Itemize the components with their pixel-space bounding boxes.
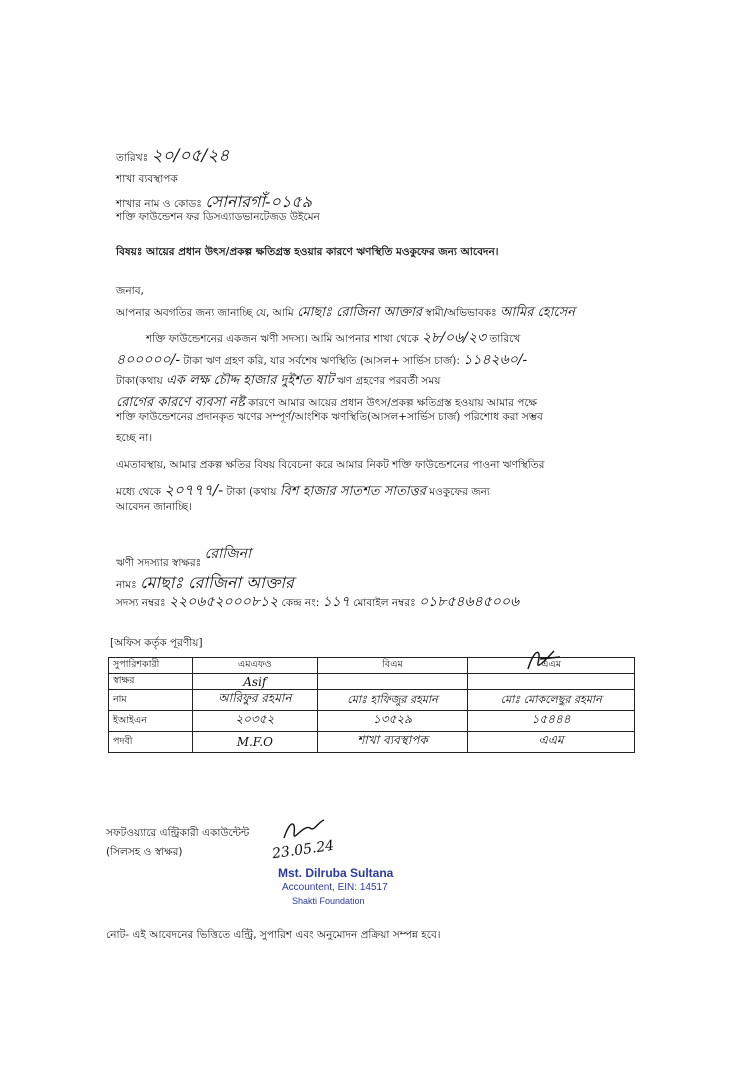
org-label: শক্তি ফাউন্ডেশন ফর ডিসএ্যাডভানটেজড উইমেন [116, 211, 320, 223]
mobile-value: ০১৮৫৪৬৪৫০০৬ [419, 594, 520, 610]
body-text: কারণে আমার আয়ের প্রধান উৎস/প্রকল্প ক্ষতিগ্রস্ত হওয়ায় আমার পক্ষে [248, 397, 538, 409]
office-cell: ২০৩৫২ [192, 711, 317, 732]
body-text: টাকা (কথায় [226, 486, 277, 498]
member-name-value: মোছাঃ রোজিনা আক্তার [140, 573, 294, 592]
office-row-name [109, 690, 635, 711]
mobile-label: মোবাইল নম্বরঃ [353, 597, 416, 609]
office-row-ein [109, 711, 635, 732]
office-cell [468, 674, 635, 690]
footer-note: নোট- এই আবেদনের ভিত্তিতে এন্ট্রি, সুপারিশ এবং অনুমোদন প্রক্রিয়া সম্পন্ন হবে। [106, 929, 441, 941]
accountant-label: সফটওয়্যারে এন্ট্রিকারী একাউন্টেন্ট [106, 827, 250, 839]
office-cell: এএম [468, 732, 635, 753]
date-label: তারিখঃ [116, 152, 149, 164]
accountant-seal-label: (সিলসহ ও স্বাক্ষর) [106, 846, 183, 858]
member-number-line [116, 590, 519, 614]
office-header-cell: এএম [468, 658, 635, 674]
office-cell: Asif [192, 674, 317, 690]
date-value: ২০/০৫/২৪ [151, 146, 230, 166]
body-line-1 [116, 303, 575, 324]
office-cell: শাখা ব্যবস্থাপক [317, 732, 467, 753]
office-row-label: স্বাক্ষর [109, 674, 193, 690]
reason-handwritten: রোগের কারণে ব্যবসা নষ্ট [116, 395, 245, 410]
waive-words-handwritten: বিশ হাজার সাতশত সাতাত্তর [279, 484, 426, 499]
branch-label: শাখার নাম ও কোডঃ [116, 198, 202, 210]
subject-line: বিষয়ঃ আয়ের প্রধান উৎস/প্রকল্প ক্ষতিগ্রস্ত হওয়ার কারণে ঋণস্থিতি মওকুফের জন্য আবেদন। [116, 246, 499, 258]
office-cell [317, 674, 467, 690]
body-text: টাকা(কথায় [116, 375, 163, 387]
body-p2-line-1: এমতাবস্থায়, আমার প্রকল্প ক্ষতির বিষয় বিবেচনা করে আমার নিকট শক্তি ফাউন্ডেশনের পাওনা ঋণস্থিতির [116, 459, 545, 471]
member-sign-label: ঋণী সদস্যার স্বাক্ষরঃ [116, 557, 202, 569]
balance-handwritten: ১১৪২৬০/- [463, 352, 528, 368]
stamp-org: Shakti Foundation [292, 896, 365, 904]
body-text: তারিখে [489, 333, 521, 345]
manager-label: শাখা ব্যবস্থাপক [116, 173, 178, 185]
salutation: জনাব, [116, 285, 144, 297]
office-cell: মোঃ হাফিজুর রহমান [317, 690, 467, 711]
body-p2-line-3: আবেদন জানাচ্ছি। [116, 501, 192, 513]
stamp-name: Mst. Dilruba Sultana [278, 866, 394, 880]
loan-date-handwritten: ২৮/০৬/২৩ [422, 330, 487, 346]
body-line-2 [146, 326, 520, 350]
office-cell: আরিফুর রহমান [192, 690, 317, 711]
body-line-3 [116, 348, 527, 372]
member-name-label: নামঃ [116, 579, 137, 591]
body-line-4 [116, 371, 440, 392]
center-label: কেন্দ্র নং: [281, 597, 320, 609]
office-cell: M.F.O [192, 732, 317, 753]
body-text: শক্তি ফাউন্ডেশনের একজন ঋণী সদস্য। আমি আপনার শাখা থেকে [146, 333, 419, 345]
center-value: ১১৭ [322, 594, 350, 610]
office-header-cell: সুপারিশকারী [109, 658, 193, 674]
body-text: স্বামী/অভিভাবকঃ [425, 307, 497, 319]
member-number-label: সদস্য নম্বরঃ [116, 597, 166, 609]
member-number-value: ২২০৬৫২০০০৮১২ [168, 594, 279, 610]
body-text: মধ্যে থেকে [116, 486, 161, 498]
body-text: টাকা ঋণ গ্রহণ করি, যার সর্বশেষ ঋণস্থিতি (আসল+ সার্ভিস চার্জ): [183, 355, 460, 367]
office-row-signature [109, 674, 635, 690]
accountant-date: 23.05.24 [271, 837, 336, 863]
loan-amount-handwritten: ৪০০০০০/- [116, 352, 181, 368]
body-text: মওকুফের জন্য [429, 486, 490, 498]
am-signature-scribble [520, 645, 570, 675]
office-header-cell: এমএফও [192, 658, 317, 674]
branch-value: সোনারগাঁ-০১৫৯ [205, 192, 312, 211]
office-header-cell: বিএম [317, 658, 467, 674]
office-cell: মোঃ মোকলেছুর রহমান [468, 690, 635, 711]
office-cell: ১৫৪৪৪ [468, 711, 635, 732]
stamp-role: Accountent, EIN: 14517 [282, 882, 388, 893]
body-text: আপনার অবগতির জন্য জানাচ্ছি যে, আমি [116, 307, 294, 319]
waive-amount-handwritten: ২০৭৭৭/- [164, 481, 224, 499]
body-text: ঋণ গ্রহণের পরবর্তী সময় [337, 375, 441, 387]
date-line [116, 143, 229, 171]
body-line-7: হচ্ছে না। [116, 432, 153, 444]
office-row-label: ইআইএন [109, 711, 193, 732]
body-line-6: শক্তি ফাউন্ডেশনের প্রদানকৃত ঋণের সম্পূর্ণ/আংশিক ঋণস্থিতি(আসল+সার্ভিস চার্জ) পরিশোধ করা সম্ভব [116, 411, 543, 423]
office-cell: ১৩৫২৯ [317, 711, 467, 732]
member-name-handwritten: মোছাঃ রোজিনা আক্তার [297, 305, 423, 320]
guardian-handwritten: আমির হোসেন [500, 305, 575, 320]
office-row-label: পদবী [109, 732, 193, 753]
office-row-label: নাম [109, 690, 193, 711]
balance-words-handwritten: এক লক্ষ চৌদ্দ হাজার দুইশত ষাট [165, 373, 334, 388]
office-row-designation [109, 732, 635, 753]
member-signature: রোজিনা [204, 546, 252, 562]
office-title: [অফিস কর্তৃক পূরণীয়] [110, 637, 203, 649]
